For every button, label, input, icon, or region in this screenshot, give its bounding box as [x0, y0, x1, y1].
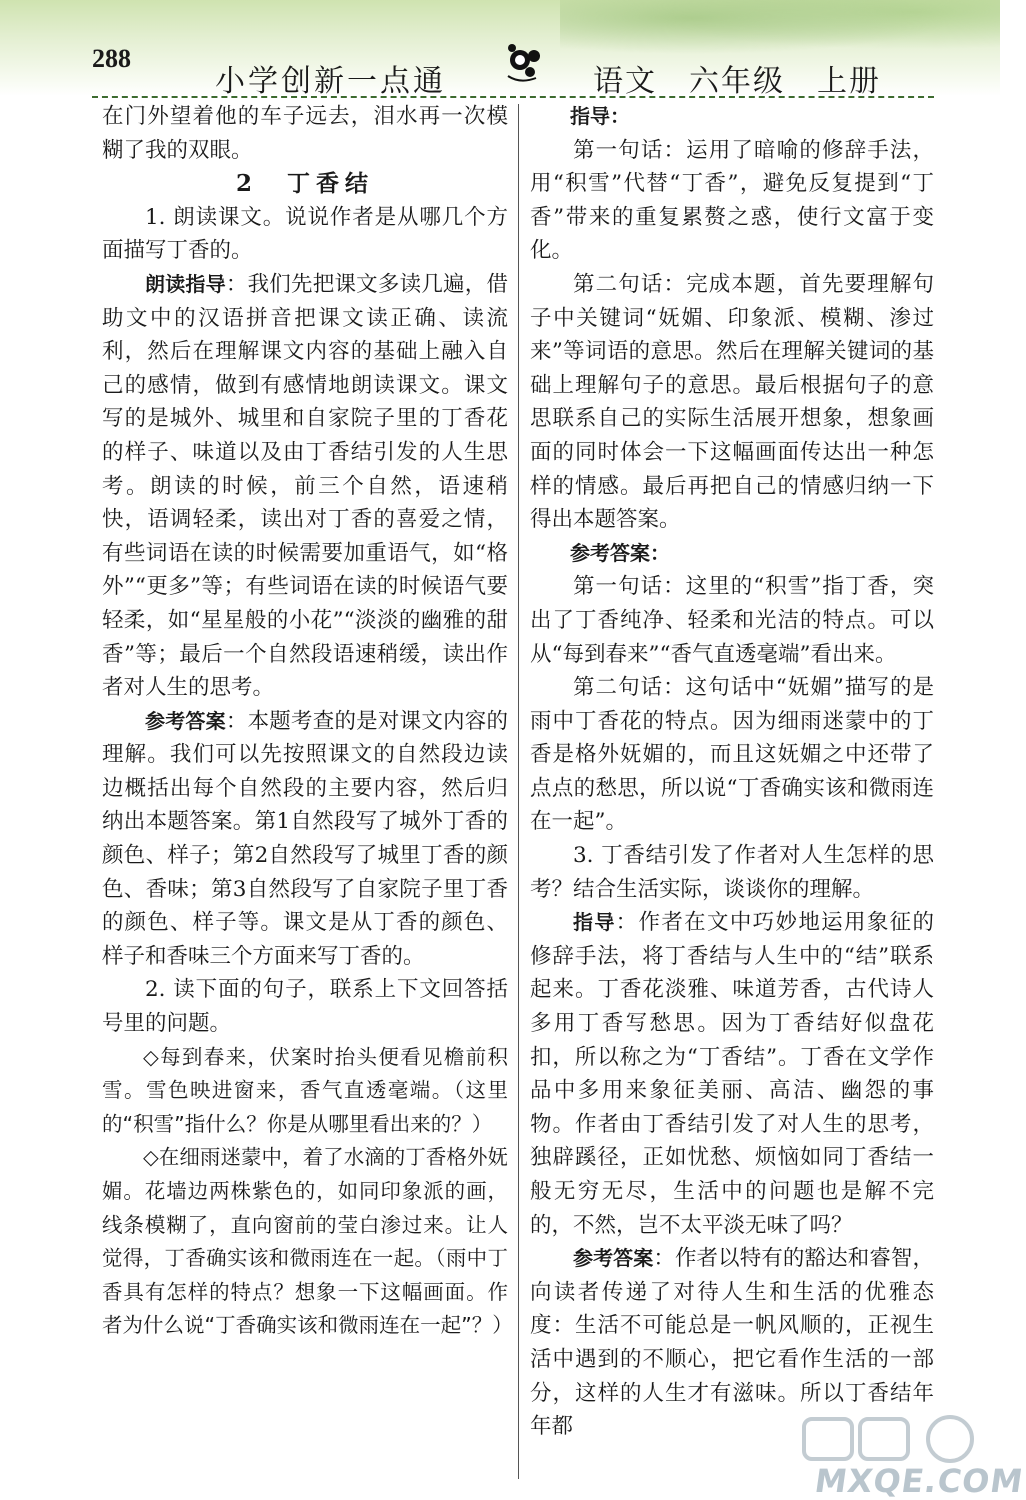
answer-2-sentence-1: 第一句话：这里的“积雪”指丁香，突出了丁香纯净、轻柔和光洁的特点。可以从“每到春来”“香气直透毫端”看出来。 [530, 574, 934, 667]
guide-2-sentence-1: 第一句话：运用了暗喻的修辞手法，用“积雪”代替“丁香”，避免反复提到“丁香”带来的重复累赘之惑，使行文富于变化。 [530, 137, 934, 264]
question-2: 2. 读下面的句子，联系上下文回答括号里的问题。 [102, 977, 508, 1037]
subject-grade-label: 语文 六年级 上册 [593, 64, 881, 99]
page-number: 288 [92, 44, 131, 73]
book-title: 小学创新一点通 [215, 64, 446, 99]
answer-3-text: ：作者以特有的豁达和睿智，向读者传递了对待人生和生活的优雅态度：生活不可能总是一帆风顺的，正视生活中遇到的不顺心，把它看作生活的一部分，这样的人生才有滋味。所以丁香结年年都 [530, 1246, 934, 1440]
question-1: 1. 朗读课文。说说作者是从哪几个方面描写丁香的。 [102, 204, 508, 264]
previous-lesson-ending: 在门外望着他的车子远去，泪水再一次模糊了我的双眼。 [102, 104, 508, 163]
quote-sentence-2: ◇在细雨迷蒙中，着了水滴的丁香格外妩媚。花墙边两株紫色的，如同印象派的画，线条模糊了，直向窗前的莹白渗过来。让人觉得，丁香确实该和微雨连在一起。（雨中丁香具有怎样的特点？想象一下这幅画面。作者为什么说“丁香确实该和微雨连在一起”？） [102, 1145, 513, 1338]
answer-2-label: 参考答案： [570, 540, 670, 565]
left-column [102, 100, 513, 1343]
mascot-icon [500, 38, 548, 86]
right-column [530, 100, 934, 1444]
answer-2-sentence-2: 第二句话：这句话中“妩媚”描写的是雨中丁香花的特点。因为细雨迷蒙中的丁香是格外妩媚的，而且这妩媚之中还带了点点的愁思，所以说“丁香确实该和微雨连在一起”。 [530, 675, 934, 835]
answer-3-paragraph [530, 1242, 934, 1444]
reading-guide-text: ：我们先把课文多读几遍，借助文中的汉语拼音把课文读正确、读流利，然后在理解课文内容的基础上融入自己的感情，做到有感情地朗读课文。课文写的是城外、城里和自家院子里的丁香花的样子、味道以及由丁香结引发的人生思考。朗读的时候，前三个自然，语速稍快，语调轻柔，读出对丁香的喜爱之情，有些词语在读的时候需要加重语气，如“格外”“更多”等；有些词语在读的时候语气要轻柔，如“星星般的小花”“淡淡的幽雅的甜香”等；最后一个自然段语速稍缓，读出作者对人生的思考。 [102, 271, 508, 701]
answer-1-text: ：本题考查的是对课文内容的理解。我们可以先按照课文的自然段边读边概括出每个自然段的主要内容，然后归纳出本题答案。第1自然段写了城外丁香的颜色、样子；第2自然段写了城里丁香的颜色、香味；第3自然段写了自家院子里丁香的颜色、样子等。课文是从丁香的颜色、样子和香味三个方面来写丁香的。 [102, 708, 508, 969]
answer-1-paragraph [102, 705, 508, 974]
column-divider [518, 104, 519, 1479]
reading-guide-label: 朗读指导 [145, 271, 226, 296]
quote-sentence-1: ◇每到春来，伏案时抬头便看见檐前积雪。雪色映进窗来，香气直透毫端。（这里的“积雪”指什么？你是从哪里看出来的？） [102, 1044, 508, 1136]
guide-3-paragraph [530, 906, 934, 1242]
lesson-title: 2 丁香结 [235, 170, 374, 198]
guide-2-sentence-2: 第二句话：完成本题，首先要理解句子中关键词“妩媚、印象派、模糊、渗过来”等词语的意思。然后在理解关键词的基础上理解句子的意思。最后根据句子的意思联系自己的实际生活展开想象，想象画面的同时体会一下这幅画面传达出一种怎样的情感。最后再把自己的情感归纳一下得出本题答案。 [530, 271, 934, 533]
guide-3-label: 指导 [573, 910, 616, 935]
question-3: 3. 丁香结引发了作者对人生怎样的思考？结合生活实际，谈谈你的理解。 [530, 843, 934, 902]
guide-2-label: 指导： [570, 104, 630, 128]
header-leaves-decoration [560, 0, 1000, 60]
reading-guide-paragraph [102, 268, 508, 705]
guide-3-text: ：作者在文中巧妙地运用象征的修辞手法，将丁香结与人生中的“结”联系起来。丁香花淡雅、味道芳香，古代诗人多用丁香写愁思。因为丁香结好似盘花扣，所以称之为“丁香结”。丁香在文学作品中多用来象征美丽、高洁、幽怨的事物。作者由丁香结引发了对人生的思考，独辟蹊径，正如忧愁、烦恼如同丁香结一般无穷无尽，生活中的问题也是解不完的，不然，岂不太平淡无味了吗？ [530, 910, 934, 1238]
watermark-site: MXQE.COM [812, 1462, 1026, 1500]
header-divider [92, 96, 934, 98]
answer-1-label: 参考答案 [145, 708, 226, 733]
answer-3-label: 参考答案 [573, 1246, 654, 1271]
